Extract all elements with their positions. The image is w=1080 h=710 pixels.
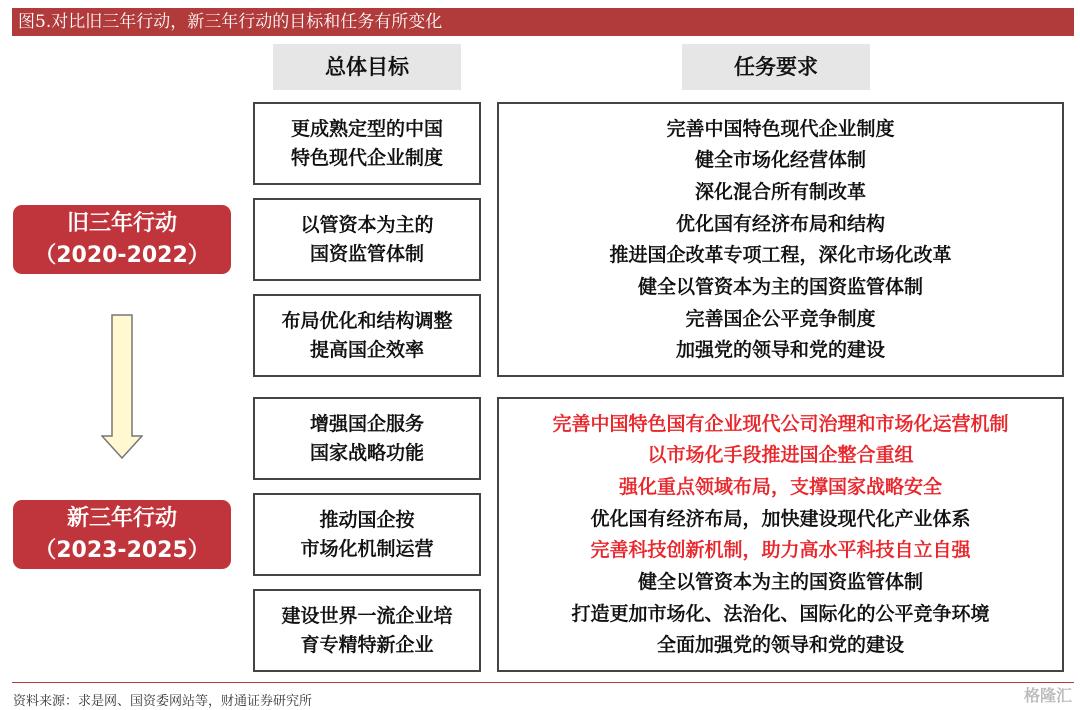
old-goal-box: [253, 198, 481, 281]
old-action-years: （2020-2022）: [34, 242, 210, 268]
task-item-highlighted: 完善中国特色国有企业现代公司治理和市场化运营机制: [552, 412, 1009, 435]
task-item: 优化国有经济布局，加快建设现代化产业体系: [590, 507, 971, 530]
goals-header: 总体目标: [273, 44, 461, 90]
task-item-highlighted: 完善科技创新机制，助力高水平科技自立自强: [590, 539, 971, 562]
goal-line: 提高国企效率: [309, 338, 424, 361]
goal-line: 布局优化和结构调整: [281, 309, 453, 332]
footer-divider: [12, 682, 1074, 683]
task-item: 完善国企公平竞争制度: [685, 307, 876, 330]
new-goal-box: [253, 589, 481, 672]
task-item-highlighted: 以市场化手段推进国企整合重组: [647, 444, 914, 467]
goal-line: 国资监管体制: [309, 242, 424, 265]
new-tasks-box: [497, 397, 1064, 672]
task-item: 健全以管资本为主的国资监管体制: [637, 275, 923, 298]
task-item: 全面加强党的领导和党的建设: [656, 634, 904, 657]
goal-line: 国家战略功能: [309, 441, 424, 464]
task-item: 健全市场化经营体制: [694, 149, 866, 172]
old-goal-box: [253, 294, 481, 377]
source-note: 资料来源：求是网、国资委网站等，财通证券研究所: [13, 694, 313, 709]
figure-title: 图5.对比旧三年行动，新三年行动的目标和任务有所变化: [12, 8, 1074, 36]
task-item: 健全以管资本为主的国资监管体制: [637, 570, 923, 593]
task-item: 深化混合所有制改革: [694, 180, 866, 203]
task-item: 完善中国特色现代企业制度: [666, 117, 895, 140]
old-tasks-box: [497, 102, 1064, 377]
new-action-label: [13, 500, 231, 569]
task-item: 打造更加市场化、法治化、国际化的公平竞争环境: [571, 602, 990, 625]
goal-line: 育专精特新企业: [300, 633, 434, 656]
new-goal-box: [253, 493, 481, 576]
new-action-years: （2023-2025）: [34, 537, 210, 563]
task-item-highlighted: 强化重点领域布局，支撑国家战略安全: [618, 475, 942, 498]
tasks-header: 任务要求: [682, 44, 870, 90]
new-action-name: 新三年行动: [66, 505, 177, 531]
task-item: 推进国企改革专项工程，深化市场化改革: [609, 244, 952, 267]
old-action-label: [13, 205, 231, 274]
down-arrow-icon: [101, 314, 143, 460]
task-item: 优化国有经济布局和结构: [675, 212, 885, 235]
goal-line: 推动国企按: [319, 508, 415, 531]
goal-line: 增强国企服务: [309, 412, 424, 435]
goal-line: 以管资本为主的: [300, 213, 434, 236]
old-action-name: 旧三年行动: [66, 210, 177, 236]
goal-line: 建设世界一流企业培: [281, 604, 453, 627]
watermark-logo: 格隆汇: [1023, 686, 1072, 705]
old-goal-box: [253, 102, 481, 185]
goal-line: 更成熟定型的中国: [290, 117, 443, 140]
goal-line: 市场化机制运营: [300, 537, 434, 560]
new-goal-box: [253, 397, 481, 480]
goal-line: 特色现代企业制度: [290, 146, 443, 169]
task-item: 加强党的领导和党的建设: [675, 339, 885, 362]
